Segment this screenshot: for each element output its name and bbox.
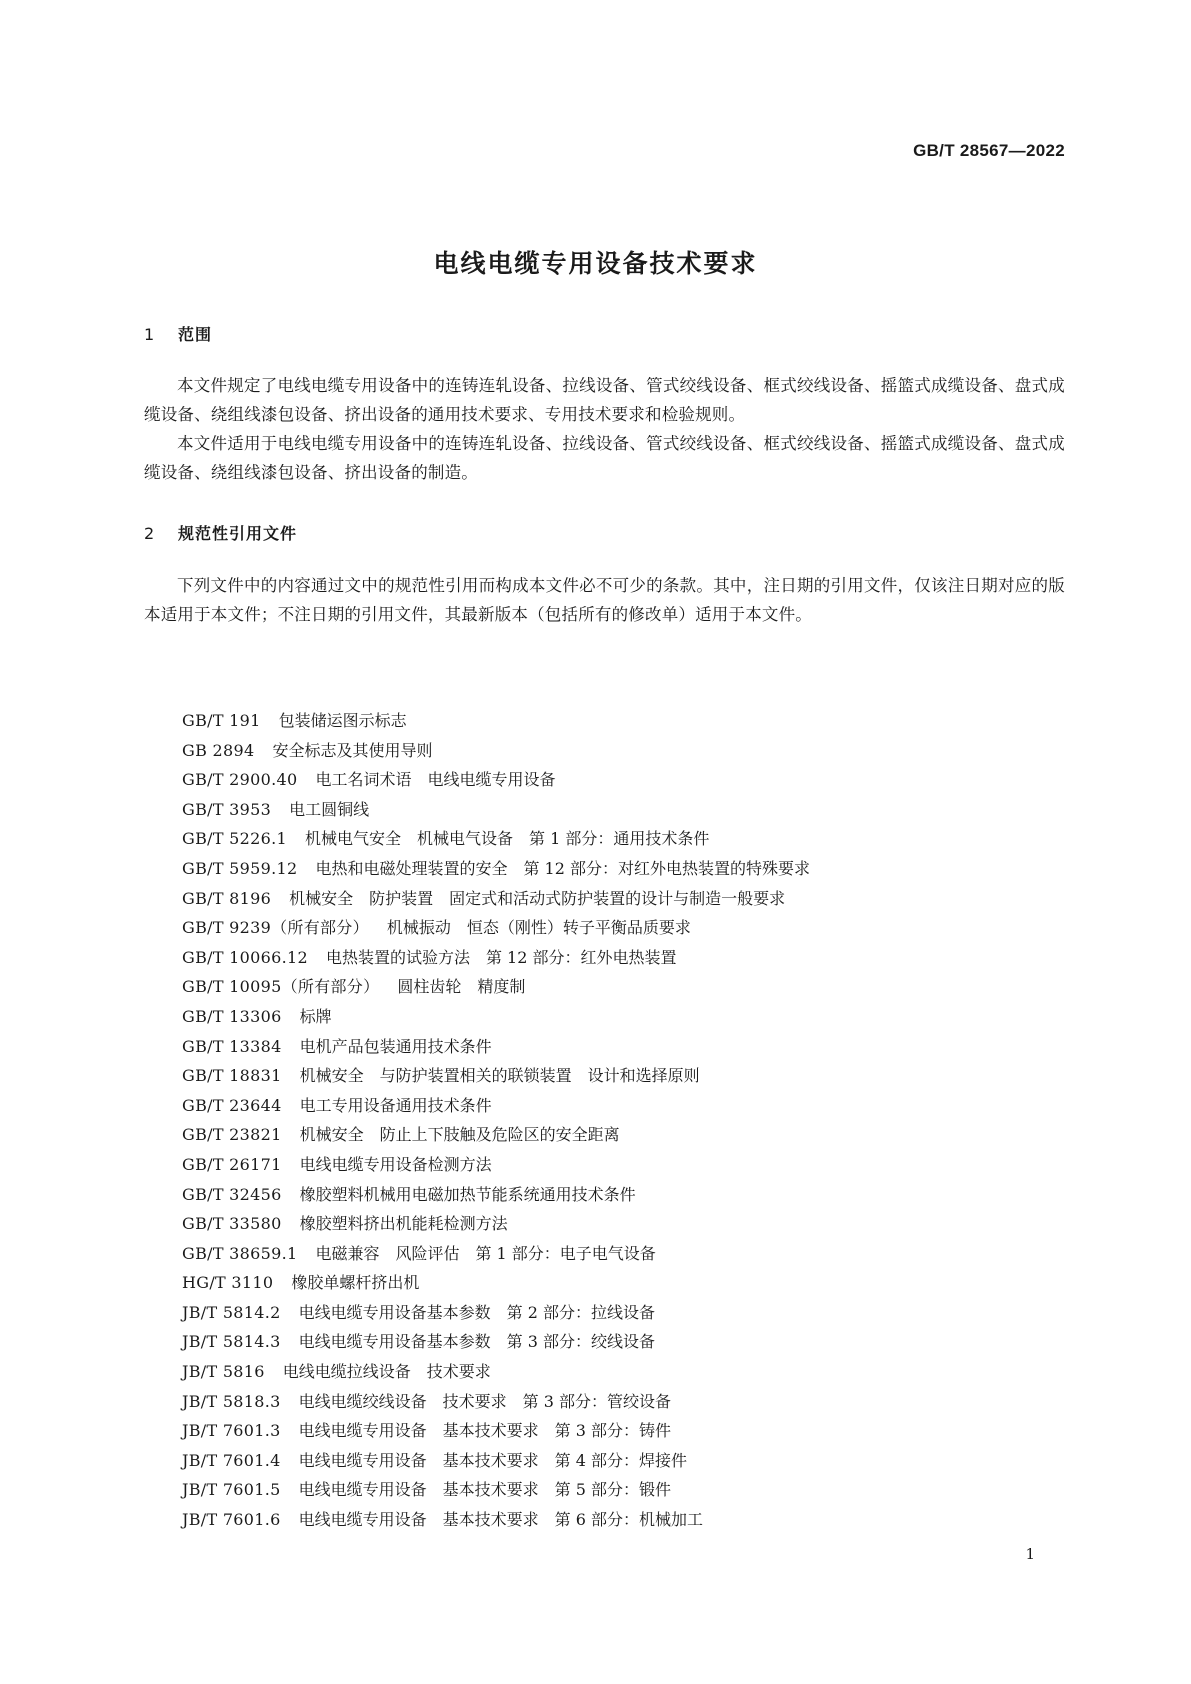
reference-item — [182, 1239, 810, 1269]
reference-item — [182, 1327, 810, 1357]
reference-item — [182, 1416, 810, 1446]
reference-title: 电线电缆专用设备 基本技术要求 第 3 部分：铸件 — [298, 1421, 671, 1441]
reference-title: 电线电缆绞线设备 技术要求 第 3 部分：管绞设备 — [298, 1391, 671, 1411]
scope-paragraph-1: 本文件规定了电线电缆专用设备中的连铸连轧设备、拉线设备、管式绞线设备、框式绞线设备、摇篮式成缆设备、盘式成缆设备、绕组线漆包设备、挤出设备的通用技术要求、专用技术要求和检验规则。 — [144, 376, 1065, 424]
reference-code: GB/T 5959.12 — [182, 858, 298, 878]
reference-title: 电磁兼容 风险评估 第 1 部分：电子电气设备 — [315, 1243, 656, 1263]
reference-title: 电工圆铜线 — [289, 799, 370, 819]
scope-paragraph-2: 本文件适用于电线电缆专用设备中的连铸连轧设备、拉线设备、管式绞线设备、框式绞线设备、摇篮式成缆设备、盘式成缆设备、绕组线漆包设备、挤出设备的制造。 — [144, 434, 1065, 482]
reference-code: GB/T 9239（所有部分） — [182, 918, 369, 938]
reference-item — [182, 1032, 810, 1062]
reference-code: JB/T 7601.4 — [182, 1450, 281, 1470]
reference-code: GB/T 191 — [182, 711, 261, 730]
reference-title: 电线电缆拉线设备 技术要求 — [282, 1362, 491, 1382]
reference-code: GB/T 26171 — [182, 1154, 282, 1174]
reference-item — [182, 1505, 810, 1535]
reference-code: GB/T 10095（所有部分） — [182, 977, 380, 997]
reference-item — [182, 765, 810, 795]
reference-title: 电线电缆专用设备 基本技术要求 第 6 部分：机械加工 — [298, 1510, 703, 1530]
reference-code: HG/T 3110 — [182, 1273, 274, 1293]
reference-item — [182, 1298, 810, 1328]
standard-code: GB/T 28567—2022 — [913, 141, 1065, 160]
reference-code: GB 2894 — [182, 740, 255, 760]
reference-title: 电线电缆专用设备基本参数 第 2 部分：拉线设备 — [298, 1302, 655, 1322]
reference-code: JB/T 5816 — [182, 1362, 265, 1382]
reference-item — [182, 1091, 810, 1121]
reference-item — [182, 1387, 810, 1417]
section-title: 范围 — [178, 325, 213, 344]
reference-item — [182, 1002, 810, 1032]
page-number: 1 — [1025, 1545, 1035, 1563]
reference-title: 电工专用设备通用技术条件 — [299, 1095, 492, 1115]
reference-code: GB/T 13384 — [182, 1036, 282, 1056]
reference-item — [182, 1061, 810, 1091]
reference-title: 电热装置的试验方法 第 12 部分：红外电热装置 — [325, 947, 677, 967]
reference-item — [182, 1446, 810, 1476]
reference-item — [182, 795, 810, 825]
reference-code: GB/T 8196 — [182, 888, 272, 908]
reference-code: GB/T 32456 — [182, 1184, 282, 1204]
reference-title: 机械安全 与防护装置相关的联锁装置 设计和选择原则 — [299, 1066, 700, 1086]
reference-code: GB/T 5226.1 — [182, 829, 287, 849]
reference-title: 包装储运图示标志 — [278, 711, 407, 730]
reference-item — [182, 736, 810, 766]
section-heading-normative-references — [144, 521, 297, 544]
section-number: 2 — [144, 524, 156, 543]
reference-code: GB/T 23644 — [182, 1095, 282, 1115]
reference-title: 电工名词术语 电线电缆专用设备 — [315, 770, 556, 790]
reference-title: 电线电缆专用设备 基本技术要求 第 5 部分：锻件 — [298, 1480, 671, 1500]
reference-title: 电线电缆专用设备检测方法 — [299, 1154, 492, 1174]
reference-code: JB/T 7601.5 — [182, 1480, 281, 1500]
section-title: 规范性引用文件 — [178, 524, 298, 543]
reference-code: GB/T 33580 — [182, 1214, 282, 1234]
reference-code: JB/T 7601.3 — [182, 1421, 281, 1441]
reference-code: JB/T 5814.3 — [182, 1332, 281, 1352]
reference-item — [182, 972, 810, 1002]
reference-title: 机械安全 防止上下肢触及危险区的安全距离 — [299, 1125, 620, 1145]
reference-title: 电热和电磁处理装置的安全 第 12 部分：对红外电热装置的特殊要求 — [315, 858, 810, 878]
reference-title: 机械安全 防护装置 固定式和活动式防护装置的设计与制造一般要求 — [289, 888, 786, 908]
reference-title: 机械振动 恒态（刚性）转子平衡品质要求 — [386, 918, 691, 938]
reference-title: 标牌 — [299, 1006, 332, 1026]
reference-code: JB/T 7601.6 — [182, 1510, 281, 1530]
document-title: 电线电缆专用设备技术要求 — [433, 249, 758, 278]
reference-item — [182, 913, 810, 943]
reference-code: GB/T 13306 — [182, 1006, 282, 1026]
reference-code: JB/T 5818.3 — [182, 1391, 281, 1411]
reference-title: 安全标志及其使用导则 — [272, 740, 433, 760]
section-heading-scope — [144, 322, 212, 345]
reference-item — [182, 884, 810, 914]
reference-item — [182, 943, 810, 973]
reference-code: GB/T 10066.12 — [182, 947, 308, 967]
reference-item — [182, 1180, 810, 1210]
reference-code: GB/T 23821 — [182, 1125, 282, 1145]
reference-list — [182, 706, 810, 1535]
reference-code: GB/T 2900.40 — [182, 770, 298, 790]
reference-title: 橡胶塑料挤出机能耗检测方法 — [299, 1214, 508, 1234]
reference-item — [182, 1209, 810, 1239]
reference-item — [182, 854, 810, 884]
reference-item — [182, 1150, 810, 1180]
section-number: 1 — [144, 325, 156, 344]
reference-item — [182, 1268, 810, 1298]
reference-code: JB/T 5814.2 — [182, 1302, 281, 1322]
references-intro-paragraph: 下列文件中的内容通过文中的规范性引用而构成本文件必不可少的条款。其中，注日期的引用文件，仅该注日期对应的版本适用于本文件；不注日期的引用文件，其最新版本（包括所有的修改单）适用于本文件。 — [144, 576, 1065, 624]
reference-item — [182, 824, 810, 854]
reference-item — [182, 1120, 810, 1150]
reference-title: 橡胶单螺杆挤出机 — [291, 1273, 420, 1293]
reference-title: 电线电缆专用设备 基本技术要求 第 4 部分：焊接件 — [298, 1450, 687, 1470]
reference-code: GB/T 3953 — [182, 799, 272, 819]
reference-item — [182, 1475, 810, 1505]
reference-title: 电线电缆专用设备基本参数 第 3 部分：绞线设备 — [298, 1332, 655, 1352]
reference-title: 圆柱齿轮 精度制 — [397, 977, 526, 997]
reference-item — [182, 706, 810, 736]
reference-code: GB/T 38659.1 — [182, 1243, 298, 1263]
reference-title: 电机产品包装通用技术条件 — [299, 1036, 492, 1056]
reference-title: 机械电气安全 机械电气设备 第 1 部分：通用技术条件 — [304, 829, 710, 849]
reference-code: GB/T 18831 — [182, 1066, 282, 1086]
reference-title: 橡胶塑料机械用电磁加热节能系统通用技术条件 — [299, 1184, 636, 1204]
reference-item — [182, 1357, 810, 1387]
